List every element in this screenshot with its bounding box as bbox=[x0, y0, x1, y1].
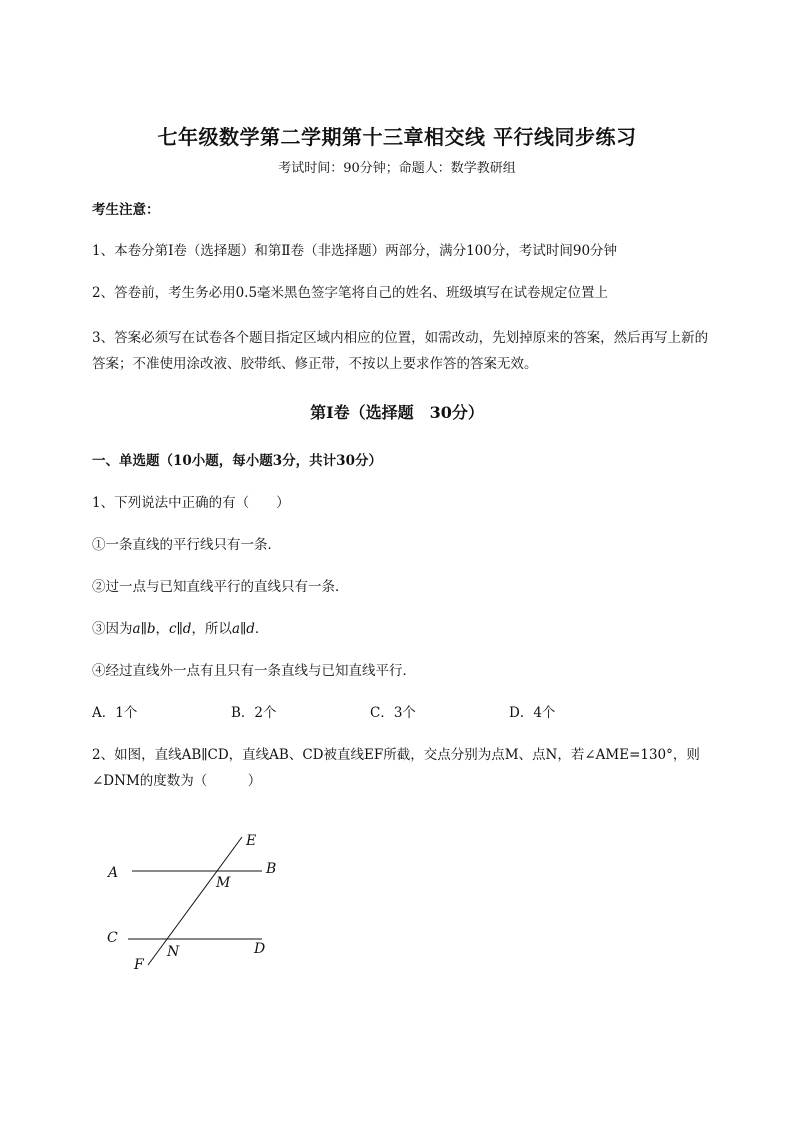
parallel-lines-figure bbox=[90, 825, 300, 985]
s3-prefix: ③因为 bbox=[92, 621, 133, 637]
notice-item-2: 2、答卷前，考生务必用0.5毫米黑色签字笔将自己的姓名、班级填写在试卷规定位置上 bbox=[92, 285, 609, 301]
q1-stem: 1、下列说法中正确的有（ ） bbox=[92, 495, 290, 511]
q1-option-c[interactable]: C．3个 bbox=[370, 705, 416, 721]
parallel-symbol: ∥ bbox=[240, 621, 247, 637]
label-e: E bbox=[246, 833, 257, 849]
label-d: D bbox=[254, 941, 266, 957]
var-c: c bbox=[168, 621, 177, 637]
var-b: b bbox=[146, 621, 156, 637]
q1-statement-4: ④经过直线外一点有且只有一条直线与已知直线平行． bbox=[92, 663, 416, 679]
parallel-symbol: ∥ bbox=[176, 621, 183, 637]
var-d: d bbox=[182, 621, 192, 637]
section-title: 第I卷（选择题 30分） bbox=[310, 403, 484, 422]
page-subtitle: 考试时间：90分钟；命题人：数学教研组 bbox=[278, 161, 516, 176]
label-c: C bbox=[107, 930, 118, 946]
notice-item-1: 1、本卷分第I卷（选择题）和第Ⅱ卷（非选择题）两部分，满分100分，考试时间90分钟 bbox=[92, 243, 618, 259]
notice-item-3: 3、答案必须写在试卷各个题目指定区域内相应的位置，如需改动，先划掉原来的答案，然后再写上新的答案；不准使用涂改液、胶带纸、修正带，不按以上要求作答的答案无效。 bbox=[92, 330, 709, 372]
notice-heading: 考生注意： bbox=[92, 202, 160, 218]
var-a: a bbox=[132, 621, 141, 637]
label-n: N bbox=[167, 944, 180, 960]
page-title: 七年级数学第二学期第十三章相交线 平行线同步练习 bbox=[157, 125, 637, 149]
parallel-symbol: ∥ bbox=[140, 621, 147, 637]
label-b: B bbox=[266, 861, 277, 877]
q1-option-a[interactable]: A．1个 bbox=[92, 705, 138, 721]
s3-end: ． bbox=[254, 621, 269, 637]
q1-statement-2: ②过一点与已知直线平行的直线只有一条． bbox=[92, 579, 349, 595]
label-m: M bbox=[216, 875, 231, 891]
var-d: d bbox=[246, 621, 255, 637]
q2-stem-line-1: 2、如图，直线AB∥CD，直线AB、CD被直线EF所截，交点分别为点M、点N，若∠AME=130°，则 bbox=[92, 747, 700, 763]
s3-separator: ， bbox=[155, 621, 169, 637]
label-a: A bbox=[108, 865, 119, 881]
q1-option-d[interactable]: D．4个 bbox=[509, 705, 556, 721]
line-ef bbox=[148, 837, 242, 965]
q1-option-b[interactable]: B．2个 bbox=[231, 705, 277, 721]
label-f: F bbox=[134, 957, 144, 973]
s3-middle: ，所以 bbox=[191, 621, 232, 637]
q1-statement-3 bbox=[92, 619, 268, 639]
var-a: a bbox=[231, 621, 240, 637]
part-heading: 一、单选题（10小题，每小题3分，共计30分） bbox=[92, 453, 382, 469]
q1-statement-1: ①一条直线的平行线只有一条． bbox=[92, 537, 281, 553]
q2-stem-line-2: ∠DNM的度数为（ ） bbox=[92, 773, 262, 789]
